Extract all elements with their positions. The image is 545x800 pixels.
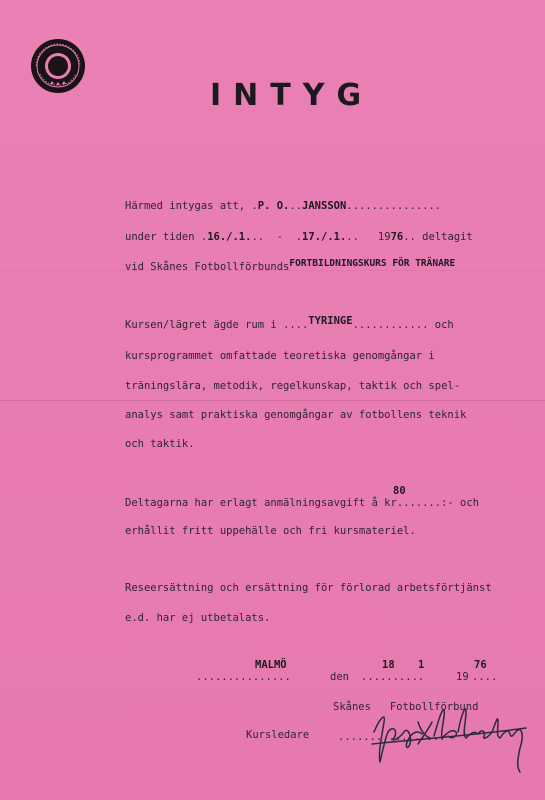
- participant-initials: P. O.: [257, 200, 290, 212]
- period-mid: .. 19: [346, 231, 391, 243]
- course-place: TYRINGE: [308, 315, 353, 327]
- signature-label: Kursledare: [246, 729, 310, 741]
- course-name: FORTBILDNINGSKURS FÖR TRÄNARE: [289, 258, 456, 269]
- course-prefix: vid Skånes Fotbollförbunds: [125, 261, 290, 273]
- certify-line: [125, 200, 441, 212]
- sign-year: 76: [474, 659, 487, 671]
- period-line: [125, 231, 473, 243]
- sign-day: 18: [382, 659, 395, 671]
- certify-mid: ..: [289, 200, 303, 212]
- program-line-3: analys samt praktiska genomgångar av fotbollens teknik: [125, 409, 467, 421]
- fee-amount: 80: [393, 485, 406, 497]
- signature-dots: .................: [338, 731, 446, 743]
- program-line-2: träningslära, metodik, regelkunskap, taktik och spel-: [125, 380, 461, 392]
- document-title: INTYG: [210, 78, 374, 113]
- year-prefix: 19: [456, 671, 469, 683]
- certify-prefix: Härmed intygas att, .: [125, 200, 258, 212]
- den-label: den: [330, 671, 349, 683]
- travel-line-2: e.d. har ej utbetalats.: [125, 612, 271, 624]
- travel-line-1: Reseersättning och ersättning för förlorad arbetsförtjänst: [125, 582, 492, 594]
- program-line-4: och taktik.: [125, 438, 195, 450]
- day-month-dots: ..........: [361, 671, 425, 683]
- participant-name: JANSSON: [302, 200, 347, 212]
- sign-month: 1: [418, 659, 425, 671]
- fee-line-2: erhållit fritt uppehälle och fri kursmateriel.: [125, 525, 416, 537]
- period-suffix: .. deltagit: [403, 231, 473, 243]
- certify-suffix: ...............: [346, 200, 442, 212]
- sign-city: MALMÖ: [255, 659, 287, 671]
- program-line-1: kursprogrammet omfattade teoretiska genomgångar i: [125, 350, 435, 362]
- period-prefix: under tiden .: [125, 231, 208, 243]
- place-prefix: Kursen/lägret ägde rum i ....: [125, 319, 309, 331]
- handwritten-signature: [368, 692, 538, 782]
- place-suffix: ............ och: [352, 319, 454, 331]
- fee-line-1: Deltagarna har erlagt anmälningsavgift å kr.......:- och: [125, 497, 480, 509]
- year-dots: ....: [472, 671, 498, 683]
- place-line: [125, 315, 454, 331]
- period-year: 76: [390, 231, 404, 243]
- date-from: 16./.1.: [207, 231, 252, 243]
- paper-fold: [0, 400, 545, 401]
- period-dash: .. - .: [251, 231, 303, 243]
- date-to: 17./.1.: [302, 231, 347, 243]
- course-line: [125, 258, 456, 274]
- city-dots: ...............: [196, 671, 291, 683]
- signature-organization: Skånes Fotbollförbund: [333, 701, 479, 713]
- federation-seal-logo: [30, 38, 86, 94]
